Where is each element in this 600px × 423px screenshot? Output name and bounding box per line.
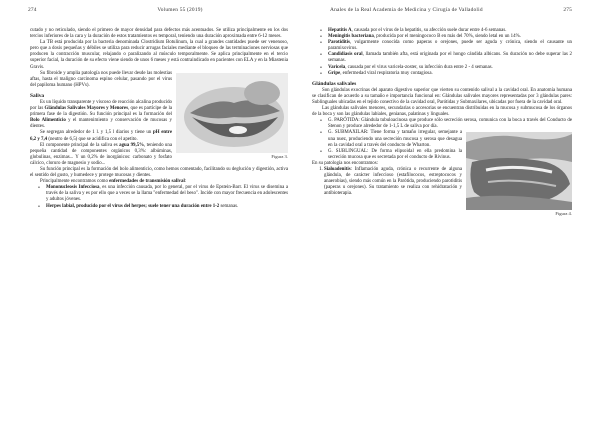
figure-4-caption: • Figura 4. (555, 211, 572, 217)
disease-list-right (312, 28, 572, 77)
glandulas-paragraph-2: Las glándulas salivales menores, secundarias o accesorias se encuentran distribuidas en la mucosa y submucosa de los órganos de la boca y son las glándulas labiales, genianas, palatinas y linguales. (312, 106, 572, 118)
figure-3 (176, 73, 288, 159)
disease-list-left (30, 185, 288, 209)
figure-3-caption: Figura 3. (271, 153, 288, 159)
saliva-heading: Saliva (30, 92, 45, 99)
right-page-number: 275 (563, 7, 572, 13)
left-running-title: Volumen 55 (2019) (157, 7, 203, 13)
list-item: • Varicela, causada por el virus varicela-zoster, su infección dura entre 2 - 4 semanas. (328, 65, 572, 71)
list-item: • Meningitis bacteriana, producida por el meningococo B en más del 70%, siendo letal en un 14%. (328, 34, 572, 40)
saliva-paragraph-1: Es un líquido transparente y viscoso de reacción alcalina producido por las Glándulas Salivales Mayores y Menores, que es partícipe de la primera fase de la digestión. Su función principal es la formación del Bolo Alimenticio y el mantenimiento y conservación de mucosas y dientes. (30, 99, 172, 130)
list-item: • Candidiasis oral, llamada también afta, está originada por el hongo cándida albicans. Su duración no debe superar las 2 semanas. (328, 52, 572, 64)
left-page-number: 274 (28, 7, 37, 13)
list-item: • Figura 4. G. SUBMAXILAR: Tiene forma y tamaño irregular, semejante a una nuez, produciendo una secreción mucosa y serosa que desagua en la cavidad oral a través del conducto de Wharton. (328, 130, 572, 148)
list-item: • Parotiditis, vulgarmente conocida como paperas o orejones, puede ser aguda y crónica, siendo el causante un paramixovirus. (328, 40, 572, 52)
saliva-paragraph-3: El componente principal de la saliva es agua 99,5%, teniendo una pequeña cantidad de componentes orgánicos 0,3%: albúminas, globulinas, enzimas... Y un 0,2% de inorgánicos: carbonato y fosfato cálcico, cloruro de magnesio y sodio... (30, 142, 172, 166)
right-running-title: Anales de la Real Academia de Medicina y Cirugía de Valladolid (330, 7, 483, 13)
glandulas-heading: Glándulas salivales (312, 80, 357, 87)
right-page (300, 0, 600, 423)
pathology-paragraph: Su fibroide y amplia patología nos puede llevar desde las molestias aftas, hasta el maligno carcinoma espino celular, pasando por el virus del papiloma humano (HPVs). (30, 70, 172, 88)
list-item: • Mononucleosis Infecciosa, es una infección causada, por lo general, por el virus de Epstein-Barr. El virus se disemina a través de la saliva y es por ello que a veces se la llama "enfermedad del beso". Incide con mayor frecuencia en adolescentes y adultos jóvenes. (46, 185, 288, 203)
list-item: • Gripe, enfermedad viral respiratoria muy contagiosa. (328, 71, 572, 77)
list-item: • Hepatitis A, causada por el virus de la hepatitis, su afección suele durar entre 4-6 semanas. (328, 28, 572, 34)
tongue-photo (466, 132, 572, 210)
list-item: 1. Sialoadenitis: Inflamación aguda, crónica o recurrente de alguna glándula, de carácter infeccioso (estafilococos, estreptococos y anaerobias), siendo más común en la Parótida, produciendo parotiditis (paperas u orejones). Su tratamiento se realiza con rehidratación y antibioterapia. (324, 167, 572, 197)
glandulas-paragraph-1: Son glándulas exocrinas del aparato digestivo superior que vierten su contenido salival a la cavidad oral. En anatomía humana se clasifican de acuerdo a su tamaño e importancia funcional en: Glándulas salivales mayores representadas por 3 glándulas pares: Sublinguales ubicadas en el tejido conectivo de la cavidad oral, Parótidas y Submaxilares, ubicadas por fuera de la cavidad oral. (312, 87, 572, 105)
list-item: • G. SUBLINGUAL: De forma elipsoidal en ella predomina la secreción mucosa que es secretada por el conducto de Rivinus. (328, 149, 572, 161)
intro-paragraph: cutado y no reticulado, siendo el primero de mayor densidad para defectos más acentuados. Se utiliza principalmente en los dos tercios inferiores de la cara y la duración de estos tratamientos es temporal, teniendo una duración aproximada entre 6-12 meses. (30, 28, 288, 40)
lip-lesion-photo (176, 73, 288, 153)
pathology-intro: En su patología nos encontramos: (312, 160, 379, 166)
figure-4 (466, 132, 572, 217)
botulinum-paragraph: La TB está producida por la bacteria denominada Clostridium Botulinum, la cual a grandes cantidades puede ser venenoso, pero que a dosis pequeñas y débiles se utiliza para reducir arrugas faciales mediante el bloqueo de las terminaciones nerviosas que producen la contracción muscular, relajando o paralizando al músculo temporalmente. Se aplica principalmente en el tercio superior facial, la duración de su efecto viene siendo de unos 6 meses y está contraindicado en pacientes con ELA y en la Miastenia Gravis. (30, 40, 288, 70)
saliva-paragraph-5: Principalmente encontramos como enfermedades de transmisión salival: (40, 179, 187, 185)
list-item: • Herpes labial, producido por el virus del herpes; suele tener una duración entre 1-2 semanas. (46, 204, 288, 210)
list-item: • G. PARÓTIDA: Glándula tubuloacinosa que produce sólo secreción serosa, comunica con la boca a través del Conducto de Stenon y produce alrededor de 1-1,5 L de saliva por día. (328, 118, 572, 130)
saliva-paragraph-2: Se segregan alrededor de 1 l. y 1,5 l diarios y tiene un pH entre 6,2 y 7,4 (neutro de 6,5) que se acidifica con el apetito. (30, 130, 172, 142)
saliva-paragraph-4: Su función principal es la formación del bolo alimenticio, como hemos comentado, facilitando su deglución y digestión, activa el sentido del gusto, y humedece y protege mucosas y dientes. (30, 166, 288, 179)
